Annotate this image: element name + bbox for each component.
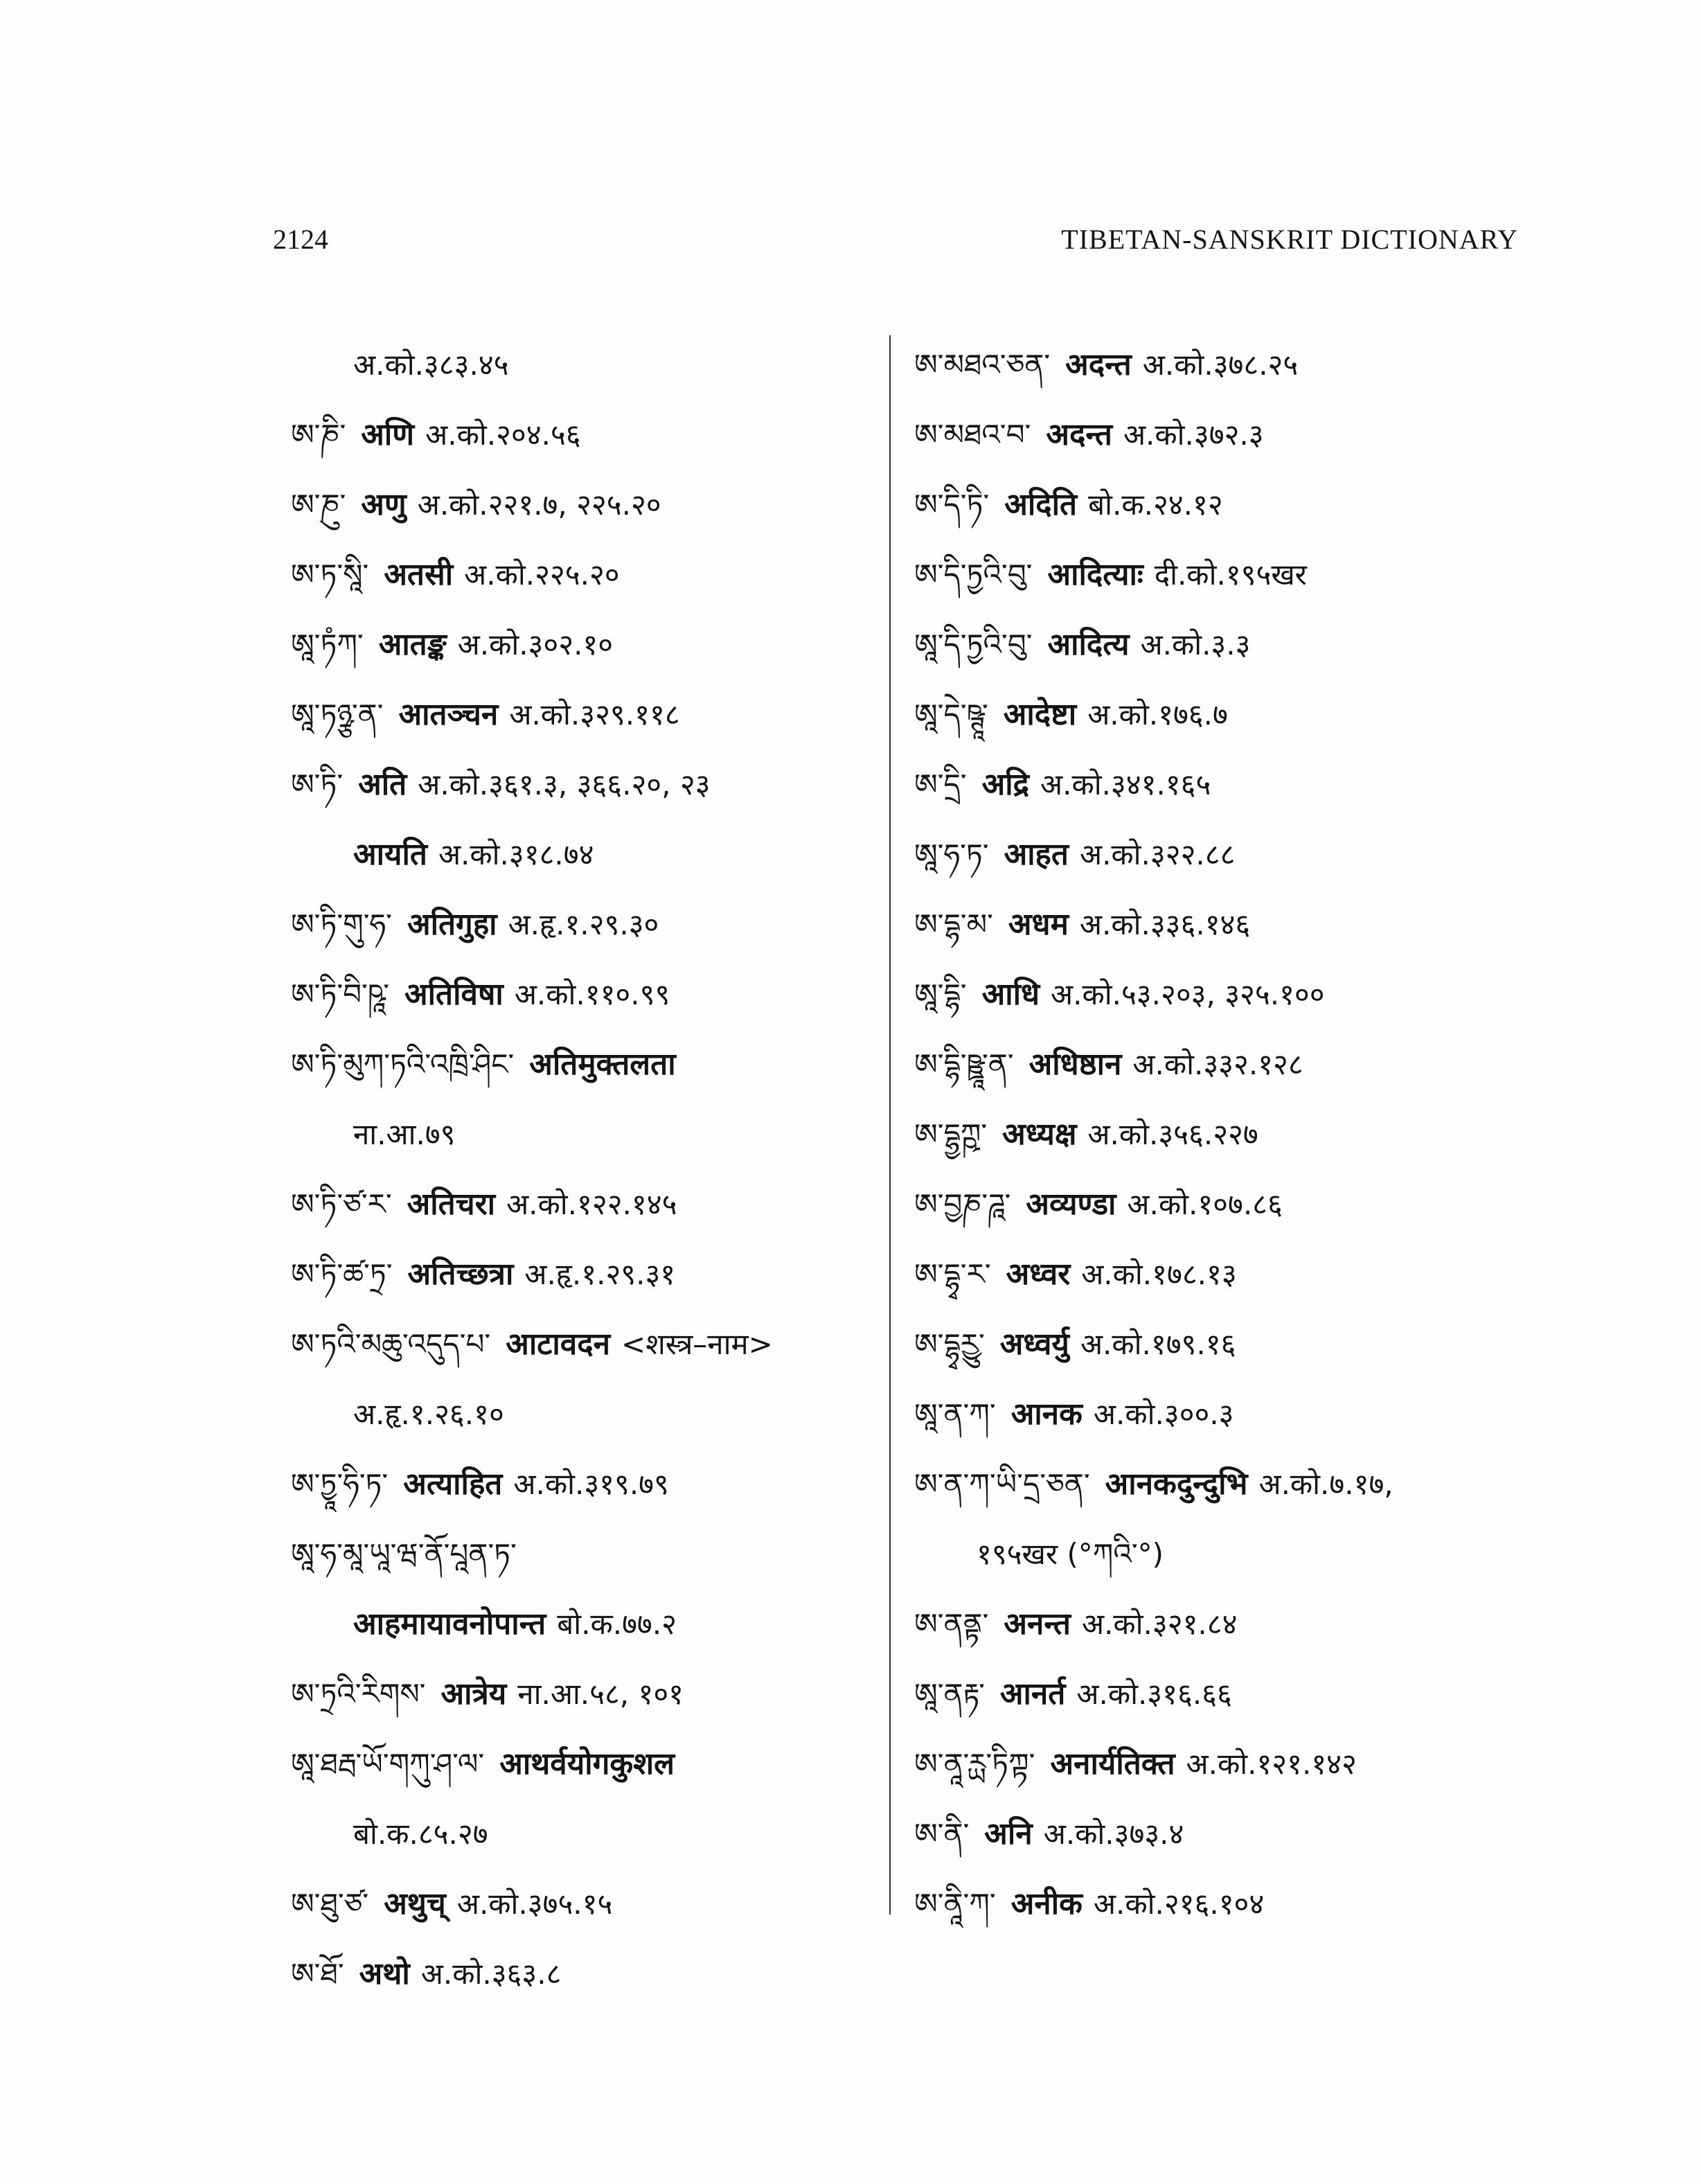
source-reference: अ.को.३२२.८८: [1079, 837, 1236, 871]
dictionary-entry: [914, 1029, 1538, 1099]
sanskrit-equivalent: अनार्यतिक्त: [1050, 1746, 1175, 1782]
tibetan-headword: ཨ་ཏི་ཚ་ཏྲ་: [291, 1257, 393, 1291]
dictionary-entry: [914, 959, 1538, 1029]
sanskrit-equivalent: अतिचरा: [407, 1187, 496, 1222]
sanskrit-equivalent: अनीक: [1010, 1886, 1083, 1921]
source-reference: अ.को.३.३: [1140, 628, 1251, 662]
tibetan-headword: ཨ་ཏྲའི་རིགས་: [291, 1677, 426, 1711]
dictionary-entry: [291, 1169, 900, 1239]
source-reference: अ.हृ.१.२६.१०: [353, 1397, 504, 1431]
dictionary-entry: [291, 749, 900, 819]
sanskrit-equivalent: आनक: [1010, 1396, 1083, 1432]
source-reference: दी.को.१९५खर: [1154, 558, 1307, 592]
source-reference: बो.क.२४.१२: [1088, 488, 1223, 522]
dictionary-entry: [914, 1099, 1538, 1169]
source-reference: अ.को.११०.९९: [514, 977, 670, 1011]
tibetan-headword: ཨཱ་ཏཉྩ་ན་: [291, 698, 384, 731]
source-reference: अ.को.३७८.२५: [1142, 348, 1299, 382]
dictionary-entry: [291, 1589, 900, 1659]
source-reference: अ.को.३२१.८४: [1081, 1607, 1238, 1641]
tibetan-headword: ཨ་ཎི་: [291, 418, 346, 452]
sanskrit-equivalent: आटावदन: [506, 1326, 611, 1362]
source-reference: बो.क.७७.२: [557, 1607, 677, 1641]
sanskrit-equivalent: अति: [358, 767, 407, 802]
sanskrit-equivalent: अनन्त: [1004, 1606, 1071, 1642]
dictionary-entry: [914, 1519, 1538, 1589]
source-reference: अ.को.३२९.११८: [509, 698, 680, 731]
source-reference: अ.को.१७९.१६: [1080, 1327, 1236, 1361]
source-reference: ना.आ.७९: [353, 1117, 456, 1151]
tibetan-headword: ཨཱ་དྷི་: [914, 977, 967, 1011]
dictionary-entry: [914, 1379, 1538, 1449]
column-divider: [889, 335, 891, 1915]
dictionary-entry: [914, 1309, 1538, 1379]
tibetan-headword: ཨ་དྲི་: [914, 767, 967, 801]
source-reference: अ.को.१७८.१३: [1081, 1257, 1237, 1291]
dictionary-entry: [291, 540, 900, 610]
sanskrit-equivalent: आधि: [981, 977, 1040, 1012]
sanskrit-equivalent: अतिविषा: [404, 977, 504, 1012]
source-reference: अ.को.२२१.७, २२५.२०: [417, 488, 661, 522]
sanskrit-equivalent: अध्वर्यु: [999, 1326, 1069, 1362]
sanskrit-equivalent: अदिति: [1004, 487, 1078, 522]
source-reference: अ.को.३४१.१६५: [1040, 767, 1211, 801]
sanskrit-equivalent: आथर्वयोगकुशल: [499, 1746, 675, 1782]
dictionary-entry: [914, 540, 1538, 610]
dictionary-entry: [914, 1799, 1538, 1869]
right-column: [914, 330, 1538, 1939]
source-reference: ना.आ.५८, १०१: [517, 1677, 684, 1711]
sanskrit-equivalent: आतञ्चन: [398, 697, 499, 732]
sanskrit-equivalent: आहमायावनोपान्त: [353, 1606, 546, 1642]
dictionary-entry: [914, 330, 1538, 400]
dictionary-entry: [914, 680, 1538, 749]
tibetan-headword: ཨཱ་ཧ་མཱ་ཡཱ་ཝ་ནོ་པཱན་ཏ་: [291, 1537, 517, 1571]
tibetan-headword: ཨ་དི་ཏི་: [914, 488, 990, 522]
sanskrit-equivalent: अधिष्ठान: [1028, 1047, 1122, 1082]
source-reference: अ.को.३७३.४: [1043, 1817, 1184, 1851]
dictionary-entry: [291, 330, 900, 400]
dictionary-entry: [291, 1029, 900, 1099]
tibetan-headword: ཨ་ནི་: [914, 1817, 970, 1851]
sanskrit-equivalent: आतङ्क: [378, 627, 447, 662]
dictionary-entry: [914, 1589, 1538, 1659]
sanskrit-equivalent: अतिगुहा: [407, 907, 497, 942]
left-column: [291, 330, 900, 2009]
tibetan-headword: ཨ་བྱཎ་ཌཱ་: [914, 1187, 1011, 1221]
dictionary-entry: [291, 1449, 900, 1519]
sanskrit-equivalent: आत्रेय: [440, 1676, 507, 1712]
dictionary-entry: [291, 1239, 900, 1309]
dictionary-entry: [291, 889, 900, 959]
source-reference: अ.हृ.१.२९.३०: [508, 907, 659, 941]
page-header: [273, 223, 1518, 265]
source-reference: अ.को.२१६.१०४: [1093, 1887, 1265, 1921]
sanskrit-equivalent: आदित्याः: [1047, 557, 1143, 592]
dictionary-entry: [914, 610, 1538, 680]
source-reference: अ.हृ.१.२९.३१: [524, 1257, 676, 1291]
sanskrit-equivalent: आनर्त: [999, 1676, 1066, 1712]
dictionary-entry: [291, 1869, 900, 1939]
sanskrit-equivalent: अथो: [359, 1956, 410, 1991]
source-reference: अ.को.३७५.१५: [456, 1887, 613, 1921]
tibetan-headword: ཨ་ནཱི་ཀ་: [914, 1887, 996, 1921]
sanskrit-equivalent: अध्यक्ष: [1002, 1117, 1077, 1152]
dictionary-entry: [291, 1659, 900, 1729]
source-reference: अ.को.३६१.३, ३६६.२०, २३: [418, 767, 711, 801]
dictionary-entry: [914, 1169, 1538, 1239]
dictionary-entry: [291, 1519, 900, 1589]
sanskrit-equivalent: अदन्त: [1046, 417, 1112, 452]
source-reference: १९५खर (°ཀའི་°): [977, 1537, 1164, 1571]
dictionary-entry: [914, 1239, 1538, 1309]
source-reference: अ.को.३३२.१२८: [1132, 1047, 1303, 1081]
source-reference: अ.को.३३६.१४६: [1079, 907, 1251, 941]
source-reference: <शस्त्र–नाम>: [621, 1327, 773, 1361]
tibetan-headword: ཨཱ་ཧ་ཏ་: [914, 837, 989, 871]
source-reference: अ.को.३०२.१०: [457, 628, 614, 662]
dictionary-entry: [291, 959, 900, 1029]
tibetan-headword: ཨཱ་དེ་ཥྚཱ་: [914, 698, 988, 731]
dictionary-entry: [914, 1869, 1538, 1939]
tibetan-headword: ཨ་ཎུ་: [291, 488, 346, 522]
dictionary-entry: [291, 470, 900, 540]
tibetan-headword: ཨཱ་ནརྟ་: [914, 1677, 985, 1711]
dictionary-entry: [291, 1379, 900, 1449]
source-reference: बो.क.८५.२७: [353, 1817, 488, 1851]
tibetan-headword: ཨ་ཐུ་ཙ་: [291, 1887, 369, 1921]
tibetan-headword: ཨ་མཐའ་བ་: [914, 418, 1031, 452]
page-number: 2124: [273, 224, 328, 255]
tibetan-headword: ཨ་ཏི་བི་ཥཱ་: [291, 977, 390, 1011]
tibetan-headword: ཨཱ་ཏཾཀ་: [291, 628, 364, 662]
tibetan-headword: ཨ་དི་ཏྱའི་བུ་: [914, 558, 1033, 592]
dictionary-entry: [291, 1799, 900, 1869]
sanskrit-equivalent: अथुच्: [384, 1886, 446, 1921]
dictionary-entry: [291, 1309, 900, 1379]
tibetan-headword: ཨཱ་དི་ཏྱའི་བུ་: [914, 628, 1033, 662]
dictionary-entry: [914, 819, 1538, 889]
dictionary-entry: [914, 1659, 1538, 1729]
sanskrit-equivalent: अदन्त: [1065, 347, 1132, 382]
sanskrit-equivalent: अतिमुक्तलता: [529, 1047, 676, 1082]
sanskrit-equivalent: अद्रि: [981, 767, 1029, 802]
dictionary-entry: [914, 1449, 1538, 1519]
dictionary-entry: [291, 819, 900, 889]
sanskrit-equivalent: अणि: [361, 417, 415, 452]
tibetan-headword: ཨ་ནནྟ་: [914, 1607, 989, 1641]
tibetan-headword: ཨ་ཏི་གུ་ཧ་: [291, 907, 392, 941]
dictionary-entry: [914, 400, 1538, 470]
sanskrit-equivalent: अणु: [361, 487, 407, 522]
sanskrit-equivalent: आयति: [353, 837, 427, 872]
tibetan-headword: ཨ་དྷ་མ་: [914, 907, 993, 941]
source-reference: अ.को.३१६.६६: [1076, 1677, 1232, 1711]
tibetan-headword: ཨ་ཏི་མུཀ་ཏའི་འཁྲི་ཤིང་: [291, 1047, 515, 1081]
source-reference: अ.को.५३.२०३, ३२५.१००: [1051, 977, 1325, 1011]
source-reference: अ.को.७.१७,: [1258, 1467, 1393, 1501]
dictionary-entry: [914, 470, 1538, 540]
tibetan-headword: ཨ་ཏའི་མཆུ་འདུད་པ་: [291, 1327, 491, 1361]
tibetan-headword: ཨ་ཏ་སཱི་: [291, 558, 369, 592]
source-reference: अ.को.३१९.७९: [513, 1467, 669, 1501]
source-reference: अ.को.३५६.२२७: [1087, 1117, 1258, 1151]
sanskrit-equivalent: आदेष्टा: [1003, 697, 1077, 732]
sanskrit-equivalent: अतिच्छत्रा: [407, 1257, 514, 1292]
source-reference: अ.को.३८३.४५: [353, 348, 509, 382]
dictionary-entry: [291, 680, 900, 749]
sanskrit-equivalent: अध्वर: [1006, 1257, 1071, 1292]
source-reference: अ.को.१२१.१४२: [1186, 1747, 1357, 1781]
source-reference: अ.को.३६३.८: [420, 1957, 562, 1991]
tibetan-headword: ཨ་དྷི་ཥྛཱ་ན་: [914, 1047, 1014, 1081]
sanskrit-equivalent: अत्याहित: [403, 1466, 503, 1502]
source-reference: अ.को.१२२.१४५: [506, 1187, 677, 1221]
running-title: TIBETAN-SANSKRIT DICTIONARY: [1061, 224, 1518, 255]
dictionary-entry: [914, 749, 1538, 819]
tibetan-headword: ཨ་ན་ཀ་ཡི་དྲ་ཅན་: [914, 1467, 1090, 1501]
dictionary-entry: [291, 1099, 900, 1169]
sanskrit-equivalent: अव्यण्डा: [1026, 1187, 1116, 1222]
tibetan-headword: ཨ་དྷྭརྱུ་: [914, 1327, 985, 1361]
tibetan-headword: ཨ་ཏི་: [291, 767, 344, 801]
sanskrit-equivalent: अधम: [1008, 907, 1069, 942]
source-reference: अ.को.२०४.५६: [425, 418, 581, 452]
dictionary-entry: [914, 889, 1538, 959]
dictionary-entry: [291, 1939, 900, 2009]
dictionary-entry: [291, 610, 900, 680]
sanskrit-equivalent: अतसी: [384, 557, 454, 592]
sanskrit-equivalent: आहत: [1004, 837, 1069, 872]
tibetan-headword: ཨ་དྷྭ་ར་: [914, 1257, 991, 1291]
source-reference: अ.को.१७६.७: [1087, 698, 1228, 731]
sanskrit-equivalent: अनि: [984, 1816, 1033, 1852]
tibetan-headword: ཨ་ཏྱཱ་ཧི་ཏ་: [291, 1467, 389, 1501]
source-reference: अ.को.३७२.३: [1123, 418, 1264, 452]
tibetan-headword: ཨ་དྷྱཀྵ་: [914, 1117, 988, 1151]
dictionary-entry: [914, 1729, 1538, 1799]
dictionary-entry: [291, 400, 900, 470]
tibetan-headword: ཨ་ནཱ་ཪྻ་ཏིཀྟ་: [914, 1747, 1035, 1781]
tibetan-headword: ཨ་ཐོ་: [291, 1957, 344, 1991]
source-reference: अ.को.३१८.७४: [438, 837, 594, 871]
sanskrit-equivalent: आनकदुन्दुभि: [1105, 1466, 1248, 1502]
source-reference: अ.को.१०७.८६: [1127, 1187, 1283, 1221]
source-reference: अ.को.२२५.२०: [464, 558, 620, 592]
tibetan-headword: ཨ་མཐའ་ཅན་: [914, 348, 1051, 382]
tibetan-headword: ཨ་ཏི་ཙ་ར་: [291, 1187, 392, 1221]
tibetan-headword: ཨཱ་ཐརྦ་ཡོ་གཀུ་ཤ་ལ་: [291, 1747, 485, 1781]
sanskrit-equivalent: आदित्य: [1047, 627, 1130, 662]
source-reference: अ.को.३००.३: [1093, 1397, 1234, 1431]
dictionary-entry: [291, 1729, 900, 1799]
tibetan-headword: ཨཱ་ན་ཀ་: [914, 1397, 996, 1431]
